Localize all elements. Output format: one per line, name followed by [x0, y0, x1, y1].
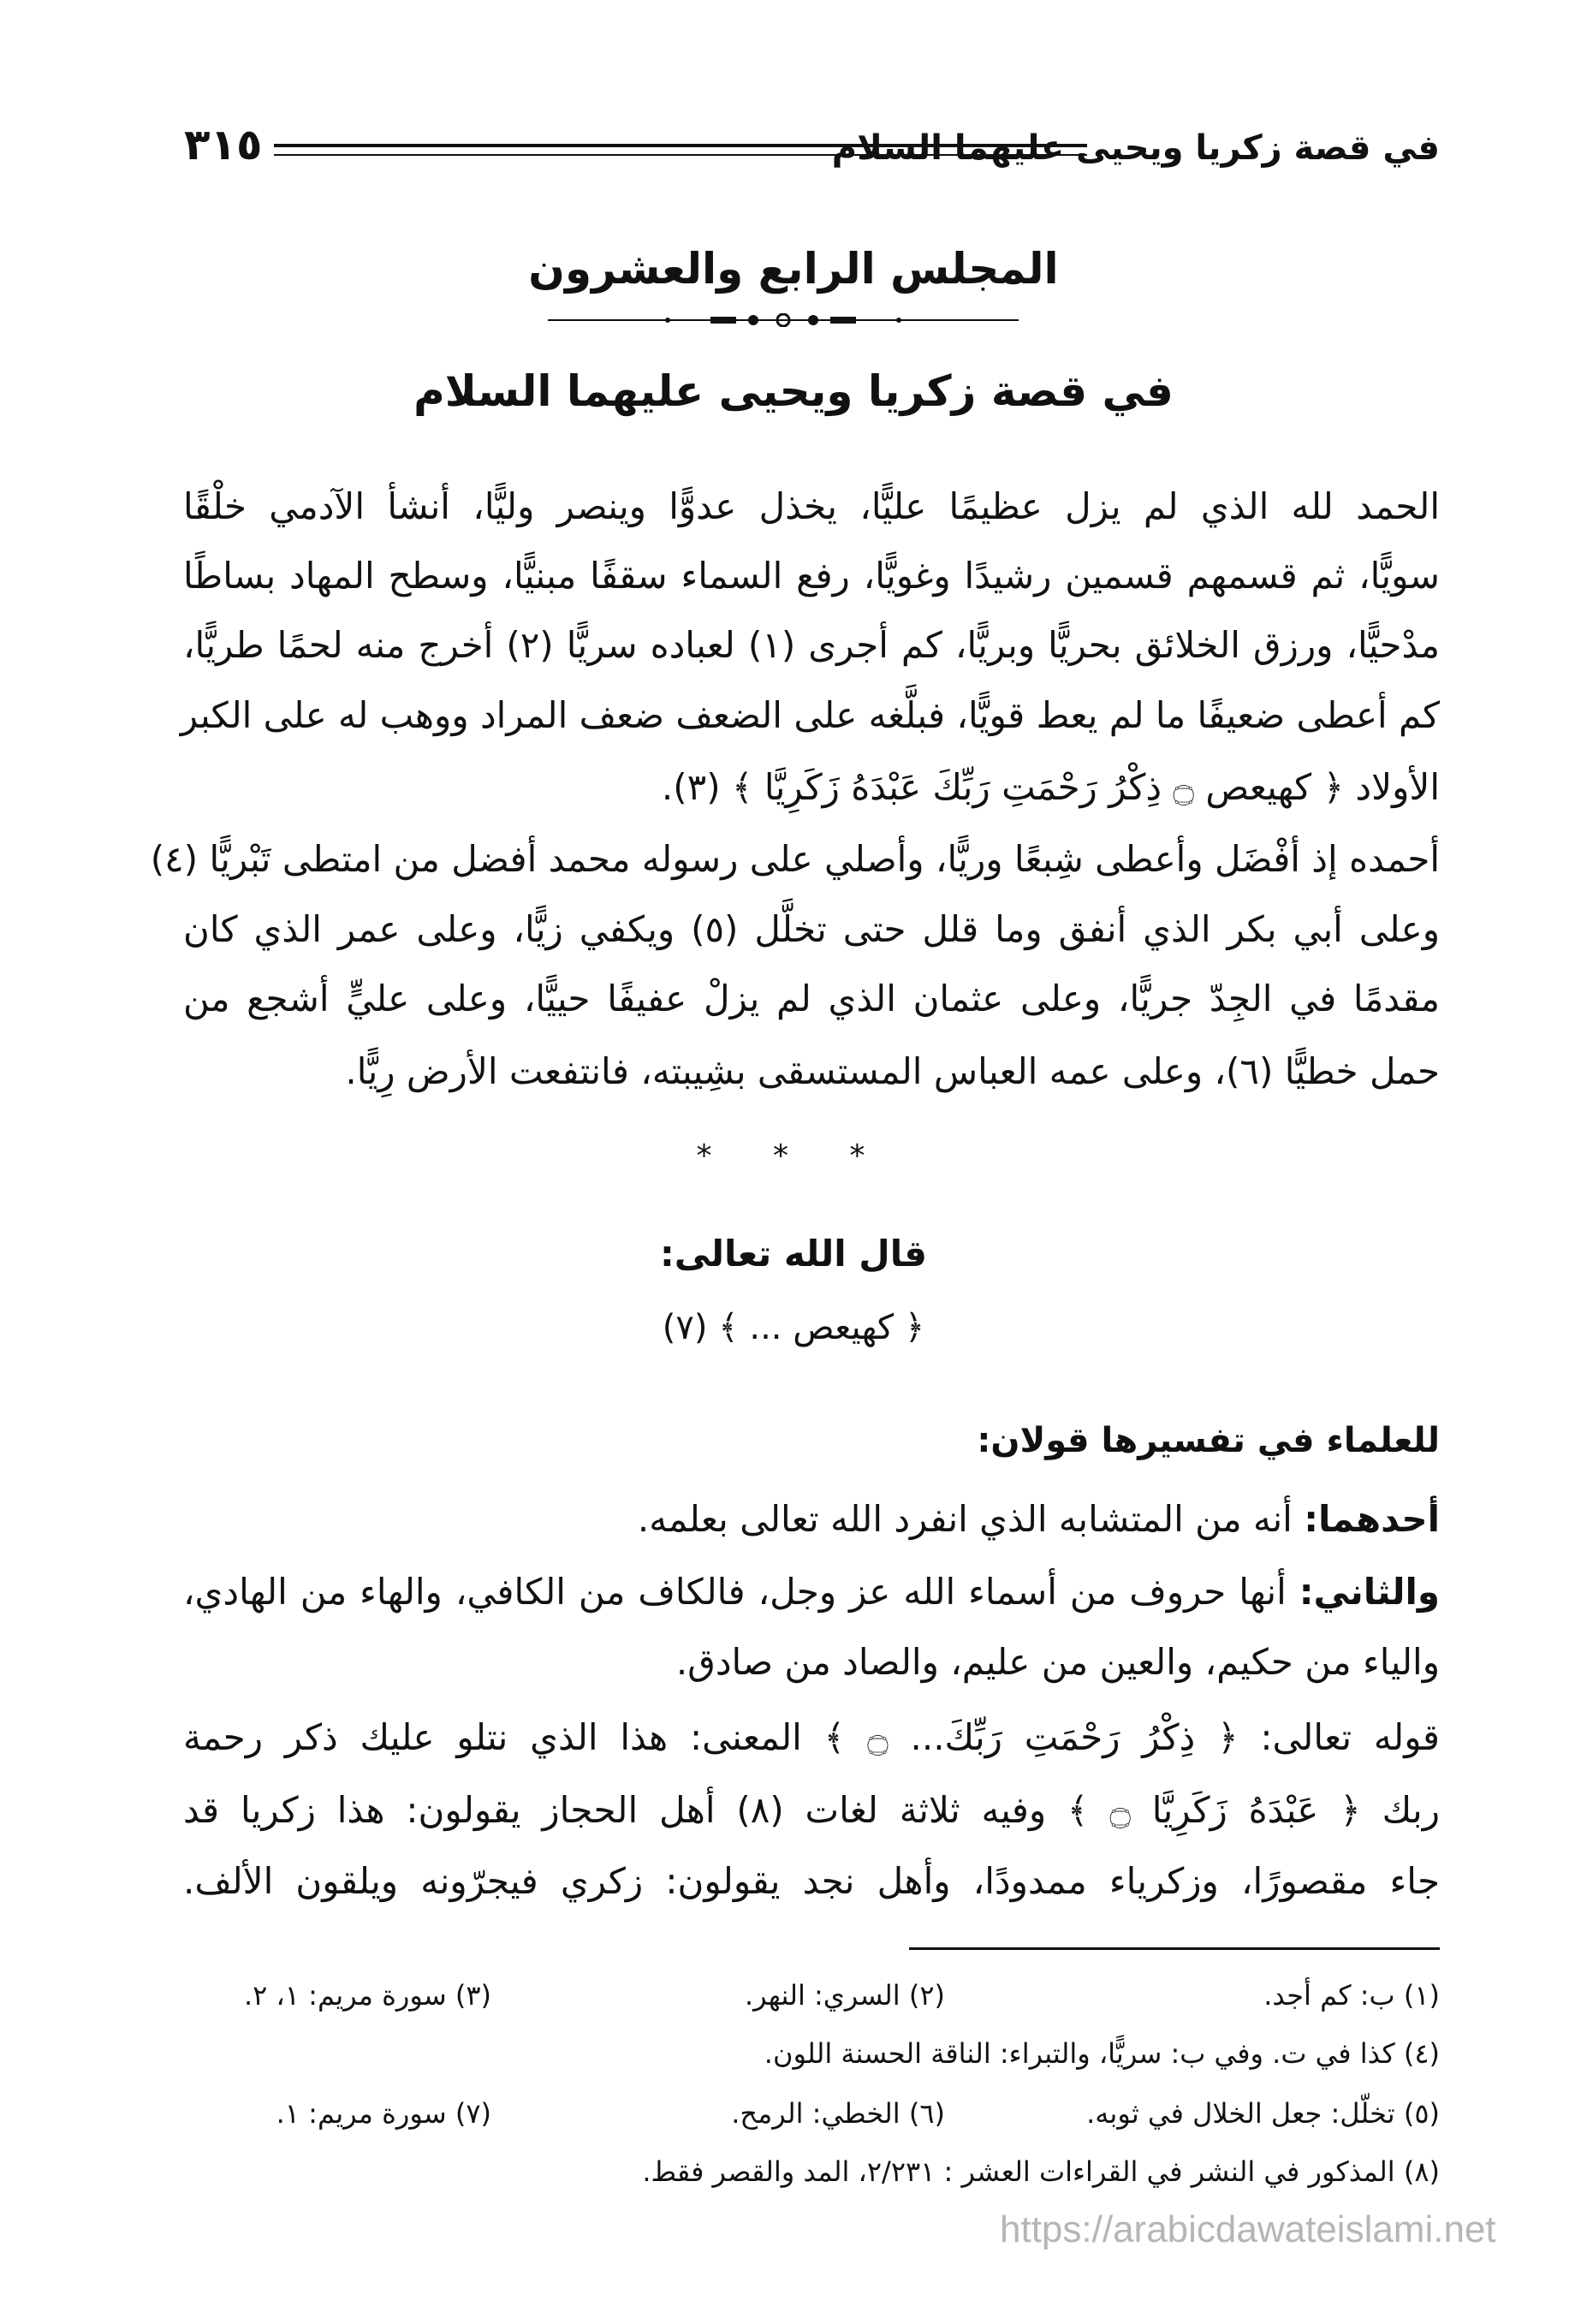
- text-line: حمل خطيًّا (٦)، وعلى عمه العباس المستسقى بشِيبته، فانتفعت الأرض رِيًّا.: [345, 1050, 1440, 1092]
- header-rule-thin: [274, 154, 1087, 156]
- footnote-5: (٥) تخلّل: جعل الخلال في ثوبه.: [1086, 2097, 1440, 2130]
- footnote-8: (٨) المذكور في النشر في القراءات العشر : ٢/٢٣١، المد والقصر فقط.: [642, 2155, 1440, 2188]
- text-line: [183, 1494, 1440, 1545]
- chapter-title: المجلس الرابع والعشرون: [528, 244, 1059, 294]
- footnote-2: (٢) السري: النهر.: [744, 1979, 945, 2012]
- text-line: ربك ﴿ عَبْدَهُ زَكَرِيَّا ۝ ﴾ وفيه ثلاثة لغات (٨) أهل الحجاز يقولون: هذا زكريا قد: [183, 1789, 1440, 1831]
- footnote-7: (٧) سورة مريم: ١.: [276, 2097, 491, 2130]
- text-line: [183, 1566, 1440, 1618]
- text-line: الأولاد ﴿ كهيعص ۝ ذِكْرُ رَحْمَتِ رَبِّكَ عَبْدَهُ زَكَرِيَّا ﴾ (٣).: [661, 766, 1440, 808]
- second-label: والثاني:: [1299, 1571, 1440, 1613]
- text-line: مدْحيًّا، ورزق الخلائق بحريًّا وبريًّا، كم أجرى (١) لعباده سريًّا (٢) أخرج منه لحمًا طريًّا،: [183, 624, 1440, 666]
- text-line: أحمده إذ أفْضَل وأعطى شِبعًا وريًّا، وأصلي على رسوله محمد أفضل من امتطى تَبْريًّا (٤): [150, 838, 1440, 880]
- text-line: والياء من حكيم، والعين من عليم، والصاد من صادق.: [675, 1641, 1440, 1683]
- quote-intro: قال الله تعالى:: [659, 1233, 928, 1275]
- text-line: الحمد لله الذي لم يزل عظيمًا عليًّا، يخذل عدوًّا وينصر وليًّا، أنشأ الآدمي خلْقًا: [183, 485, 1440, 527]
- verse: ﴿ كهيعص ... ﴾ (٧): [662, 1308, 925, 1347]
- ornament-divider-icon: [548, 313, 1019, 327]
- text-line: مقدمًا في الجِدّ جريًّا، وعلى عثمان الذي لم يزلْ عفيفًا حييًّا، وعلى عليٍّ أشجع من: [183, 978, 1440, 1019]
- text-line: وعلى أبي بكر الذي أنفق وما قلل حتى تخلَّل (٥) ويكفي زيًّا، وعلى عمر الذي كان: [183, 908, 1440, 950]
- footnote-rule: [909, 1947, 1440, 1950]
- first-text: أنه من المتشابه الذي انفرد الله تعالى بعلمه.: [637, 1498, 1293, 1540]
- page-number: ٣١٥: [184, 120, 263, 169]
- footnote-4: (٤) كذا في ت. وفي ب: سريًّا، والتبراء: الناقة الحسنة اللون.: [764, 2037, 1440, 2070]
- footnote-3: (٣) سورة مريم: ١، ٢.: [243, 1979, 491, 2012]
- text-line: كم أعطى ضعيفًا ما لم يعط قويًّا، فبلَّغه على الضعف ضعف المراد ووهب له على الكبر: [180, 694, 1440, 736]
- header-rule: [274, 144, 1087, 147]
- first-label: أحدهما:: [1304, 1498, 1440, 1540]
- text-line: قوله تعالى: ﴿ ذِكْرُ رَحْمَتِ رَبِّكَ... ۝ ﴾ المعنى: هذا الذي نتلو عليك ذكر رحمة: [183, 1716, 1440, 1758]
- text-line: جاء مقصورًا، وزكرياء ممدودًا، وأهل نجد يقولون: زكري فيجرّونه ويلقون الألف.: [183, 1860, 1440, 1902]
- second-text: أنها حروف من أسماء الله عز وجل، فالكاف من الكافي، والهاء من الهادي،: [183, 1571, 1287, 1613]
- text-line: سويًّا، ثم قسمهم قسمين رشيدًا وغويًّا، رفع السماء سقفًا مبنيًّا، وسطح المهاد بساطًا: [183, 555, 1440, 597]
- watermark-url: https://arabicdawateislami.net: [1000, 2208, 1496, 2250]
- running-title: في قصة زكريا ويحيى عليهما السلام: [831, 128, 1440, 168]
- commentary-heading: للعلماء في تفسيرها قولان:: [977, 1421, 1440, 1460]
- chapter-subtitle: في قصة زكريا ويحيى عليهما السلام: [413, 366, 1174, 416]
- footnote-1: (١) ب: كم أجد.: [1263, 1979, 1440, 2012]
- footnote-6: (٦) الخطي: الرمح.: [731, 2097, 945, 2130]
- section-separator: * * *: [696, 1138, 891, 1174]
